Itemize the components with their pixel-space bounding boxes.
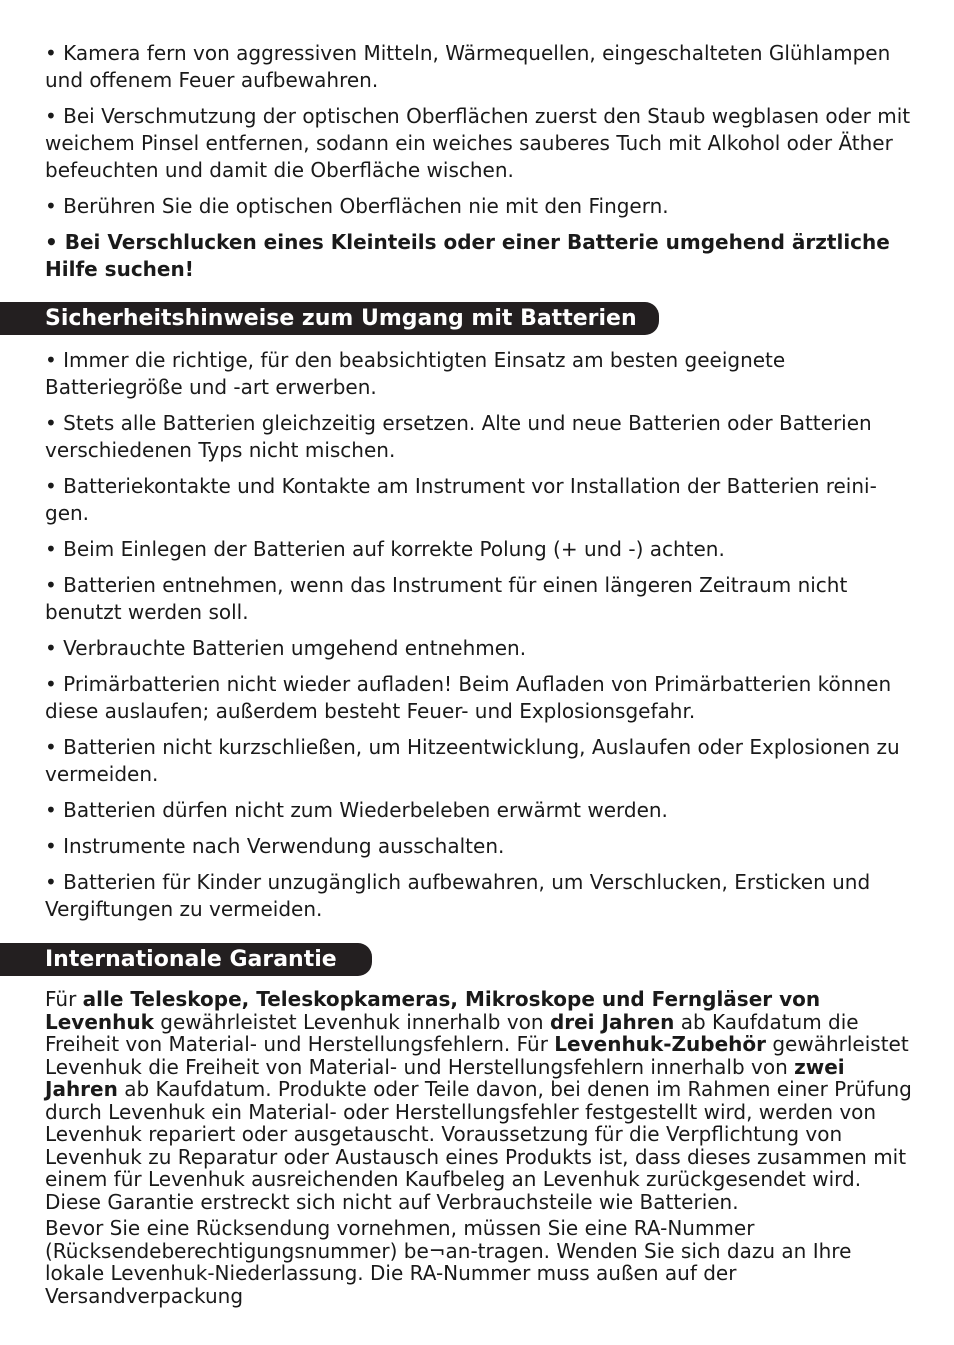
warranty-paragraph-1 [45,988,915,1213]
battery-safety-heading: Sicherheitshinweise zum Umgang mit Batterien [0,302,659,335]
battery-item-6: • Verbrauchte Batterien umgehend entnehmen. [45,636,527,660]
warranty-bold: alle Teleskope, Teleskopkameras, Mikroskope und Ferngläser von Levenhuk [45,987,821,1034]
warranty-text: ab Kaufdatum. Produkte oder Teile davon, bei denen im Rahmen einer Prüfung durch Levenhuk ein Material- oder Herstellungsfehler festgestellt wird, werden von Levenhuk repariert oder ausgetauscht. Voraussetzung für die Verpflichtung von Levenhuk zu Reparatur oder Austausch eines Produkts ist, dass dieses zusammen mit einem für Levenhuk ausreichenden Kaufbeleg an Levenhuk zurückgesendet wird. Diese Garantie erstreckt sich nicht auf Verbrauchsteile wie Batterien. [45,1077,912,1214]
warranty-bold: Levenhuk-Zubehör [554,1032,766,1056]
warranty-text: ab Kaufdatum die Freiheit von Material- und Herstellungsfehlern. Für [45,1009,859,1056]
battery-item-5: • Batterien entnehmen, wenn das Instrument für einen längeren Zeitraum nicht benutzt werden soll. [45,573,848,624]
care-item-4-warning: • Bei Verschlucken eines Kleinteils oder einer Batterie umgehend ärztliche Hilfe suchen! [45,230,890,281]
battery-item-11: • Batterien für Kinder unzugänglich aufbewahren, um Verschlucken, Ersticken und Vergiftungen zu vermeiden. [45,870,871,921]
warranty-text: gewährleistet Levenhuk die Freiheit von Material- und Herstellungsfehlern innerhalb von [45,1032,909,1079]
battery-item-1: • Immer die richtige, für den beabsichtigten Einsatz am besten geeignete Batteriegröße und -art erwerben. [45,348,786,399]
care-item-1: • Kamera fern von aggressiven Mitteln, Wärmequellen, eingeschalteten Glühlampen und offenem Feuer aufbewahren. [45,41,891,92]
warranty-heading: Internationale Garantie [0,943,372,976]
battery-item-2: • Stets alle Batterien gleichzeitig ersetzen. Alte und neue Batterien oder Batterien verschiedenen Typs nicht mischen. [45,411,872,462]
battery-item-4: • Beim Einlegen der Batterien auf korrekte Polung (+ und -) achten. [45,537,725,561]
battery-item-10: • Instrumente nach Verwendung ausschalten. [45,834,505,858]
care-item-3: • Berühren Sie die optischen Oberflächen nie mit den Fingern. [45,194,669,218]
document-page [45,40,915,1311]
warranty-bold: drei Jahren [549,1009,675,1034]
warranty-paragraph-2: Bevor Sie eine Rücksendung vornehmen, müssen Sie eine RA-Nummer (Rücksendeberechtigungsnummer) be¬an-tragen. Wenden Sie sich dazu an Ihre lokale Levenhuk-Niederlassung. Die RA-Nummer muss außen auf der Versandverpackung [45,1216,852,1308]
care-item-2: • Bei Verschmutzung der optischen Oberflächen zuerst den Staub wegblasen oder mit weichem Pinsel entfernen, sodann ein weiches sauberes Tuch mit Alkohol oder Äther befeuchten und damit die Oberfläche wischen. [45,104,911,182]
battery-item-3: • Batteriekontakte und Kontakte am Instrument vor Installation der Batterien reini-gen. [45,474,877,525]
battery-item-9: • Batterien dürfen nicht zum Wiederbeleben erwärmt werden. [45,798,668,822]
warranty-text: Für [45,987,83,1011]
battery-item-7: • Primärbatterien nicht wieder aufladen! Beim Aufladen von Primärbatterien können diese auslaufen; außerdem besteht Feuer- und Explosionsgefahr. [45,672,892,723]
warranty-bold: zwei Jahren [45,1054,845,1101]
battery-item-8: • Batterien nicht kurzschließen, um Hitzeentwicklung, Auslaufen oder Explosionen zu vermeiden. [45,735,900,786]
warranty-text: gewährleistet Levenhuk innerhalb von [153,1009,550,1034]
